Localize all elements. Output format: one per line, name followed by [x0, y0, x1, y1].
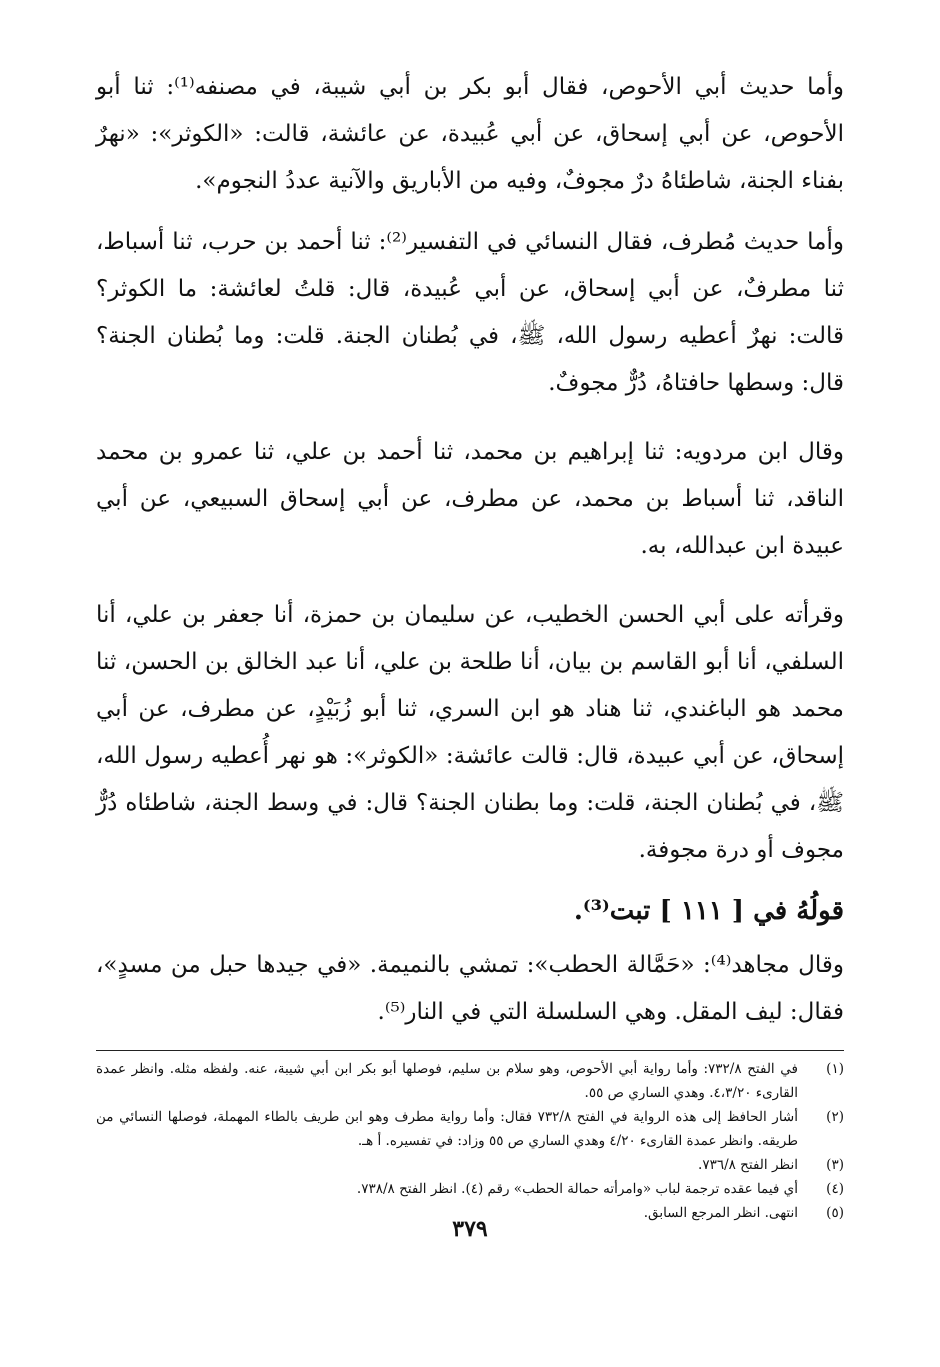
- paragraph-al-khatib: وقرأته على أبي الحسن الخطيب، عن سليمان بن حمزة، أنا جعفر بن علي، أنا السلفي، أنا أبو القاسم بن بيان، أنا طلحة بن علي، أنا عبد الخالق بن الحسن، ثنا محمد هو الباغندي، ثنا هناد هو ابن السري، ثنا أبو زُبَيْدٍ، عن مطرف، عن أبي إسحاق، عن أبي عبيدة، قال: قالت عائشة: «الكوثر»: هو نهر أُعطيه رسول الله، ﷺ، في بُطنان الجنة، قلت: وما بطنان الجنة؟ قال: في وسط الجنة، شاطئاه دُرٌّ مجوف أو درة مجوفة.: [96, 602, 844, 863]
- footnote-number: (٤): [826, 1181, 844, 1197]
- footnote-item: [96, 1057, 844, 1105]
- footnote-number: (٥): [826, 1205, 844, 1221]
- footnote-text: أشار الحافظ إلى هذه الرواية في الفتح ٧٣٢/٨ فقال: وأما رواية مطرف وهو ابن طريف بالطاء المهملة، فوصلها النسائي من طريقه. وانظر عمدة القارىء ٤/٢٠ وهدي الساري ص ٥٥ وزاد: في تفسيره. أ هـ.: [96, 1109, 798, 1149]
- footnotes: [96, 1057, 844, 1225]
- footnote-number: (٢): [826, 1109, 844, 1125]
- footnote-item: [96, 1177, 844, 1201]
- footnote-item: [96, 1153, 844, 1177]
- paragraph-mutarrif: وأما حديث مُطرف، فقال النسائي في التفسير⁽²⁾: ثنا أحمد بن حرب، ثنا أسباط، ثنا مطرفٌ، عن أبي إسحاق، عن أبي عُبيدة، قال: قلتُ لعائشة: ما الكوثر؟ قالت: نهرٌ أعطيه رسول الله، ﷺ، في بُطنان الجنة. قلت: وما بُطنان الجنة؟ قال: وسطها حافتاهُ، دُرٌّ مجوفٌ.: [96, 229, 844, 396]
- footnote-item: [96, 1105, 844, 1153]
- section-heading: قولُهُ في [ ١١١ ] تبت⁽³⁾.: [573, 896, 844, 926]
- page-number: ٣٧٩: [452, 1216, 488, 1242]
- footnote-text: أي فيما عقده ترجمة لباب «وامرأته حمالة الحطب» رقم (٤). انظر الفتح ٧٣٨/٨.: [356, 1181, 798, 1197]
- footnote-number: (١): [826, 1061, 844, 1077]
- footnote-text: انظر الفتح ٧٣٦/٨.: [698, 1157, 798, 1173]
- paragraph-abu-al-ahwas: وأما حديث أبي الأحوص، فقال أبو بكر بن أبي شيبة، في مصنفه⁽¹⁾: ثنا أبو الأحوص، عن أبي إسحاق، عن أبي عُبيدة، عن عائشة، قالت: «الكوثر»: «نهرٌ بفناء الجنة، شاطئاهُ درٌ مجوفٌ، وفيه من الأباريق والآنية عددُ النجوم».: [96, 74, 845, 194]
- footnote-text: انتهى. انظر المرجع السابق.: [643, 1205, 798, 1221]
- paragraph-mujahid: وقال مجاهد⁽⁴⁾: «حَمَّالة الحطب»: تمشي بالنميمة. «في جيدها حبل من مسدٍ»، فقال: ليف المقل. وهي السلسلة التي في النار⁽⁵⁾.: [96, 952, 845, 1025]
- footnote-divider: [96, 1050, 844, 1051]
- paragraph-ibn-marduwayh: وقال ابن مردويه: ثنا إبراهيم بن محمد، ثنا أحمد بن علي، ثنا عمرو بن محمد الناقد، ثنا أسباط بن محمد، عن مطرف، عن أبي إسحاق السبيعي، عن أبي عبيدة ابن عبدالله، به.: [96, 439, 844, 559]
- footnote-number: (٣): [826, 1157, 844, 1173]
- footnote-text: في الفتح ٧٣٢/٨: وأما رواية أبي الأحوص، وهو سلام بن سليم، فوصلها أبو بكر ابن أبي شيبة، عنه. ولفظه مثله. وانظر عمدة القارىء ٤،٣/٢٠. وهدي الساري ص ٥٥.: [96, 1061, 798, 1101]
